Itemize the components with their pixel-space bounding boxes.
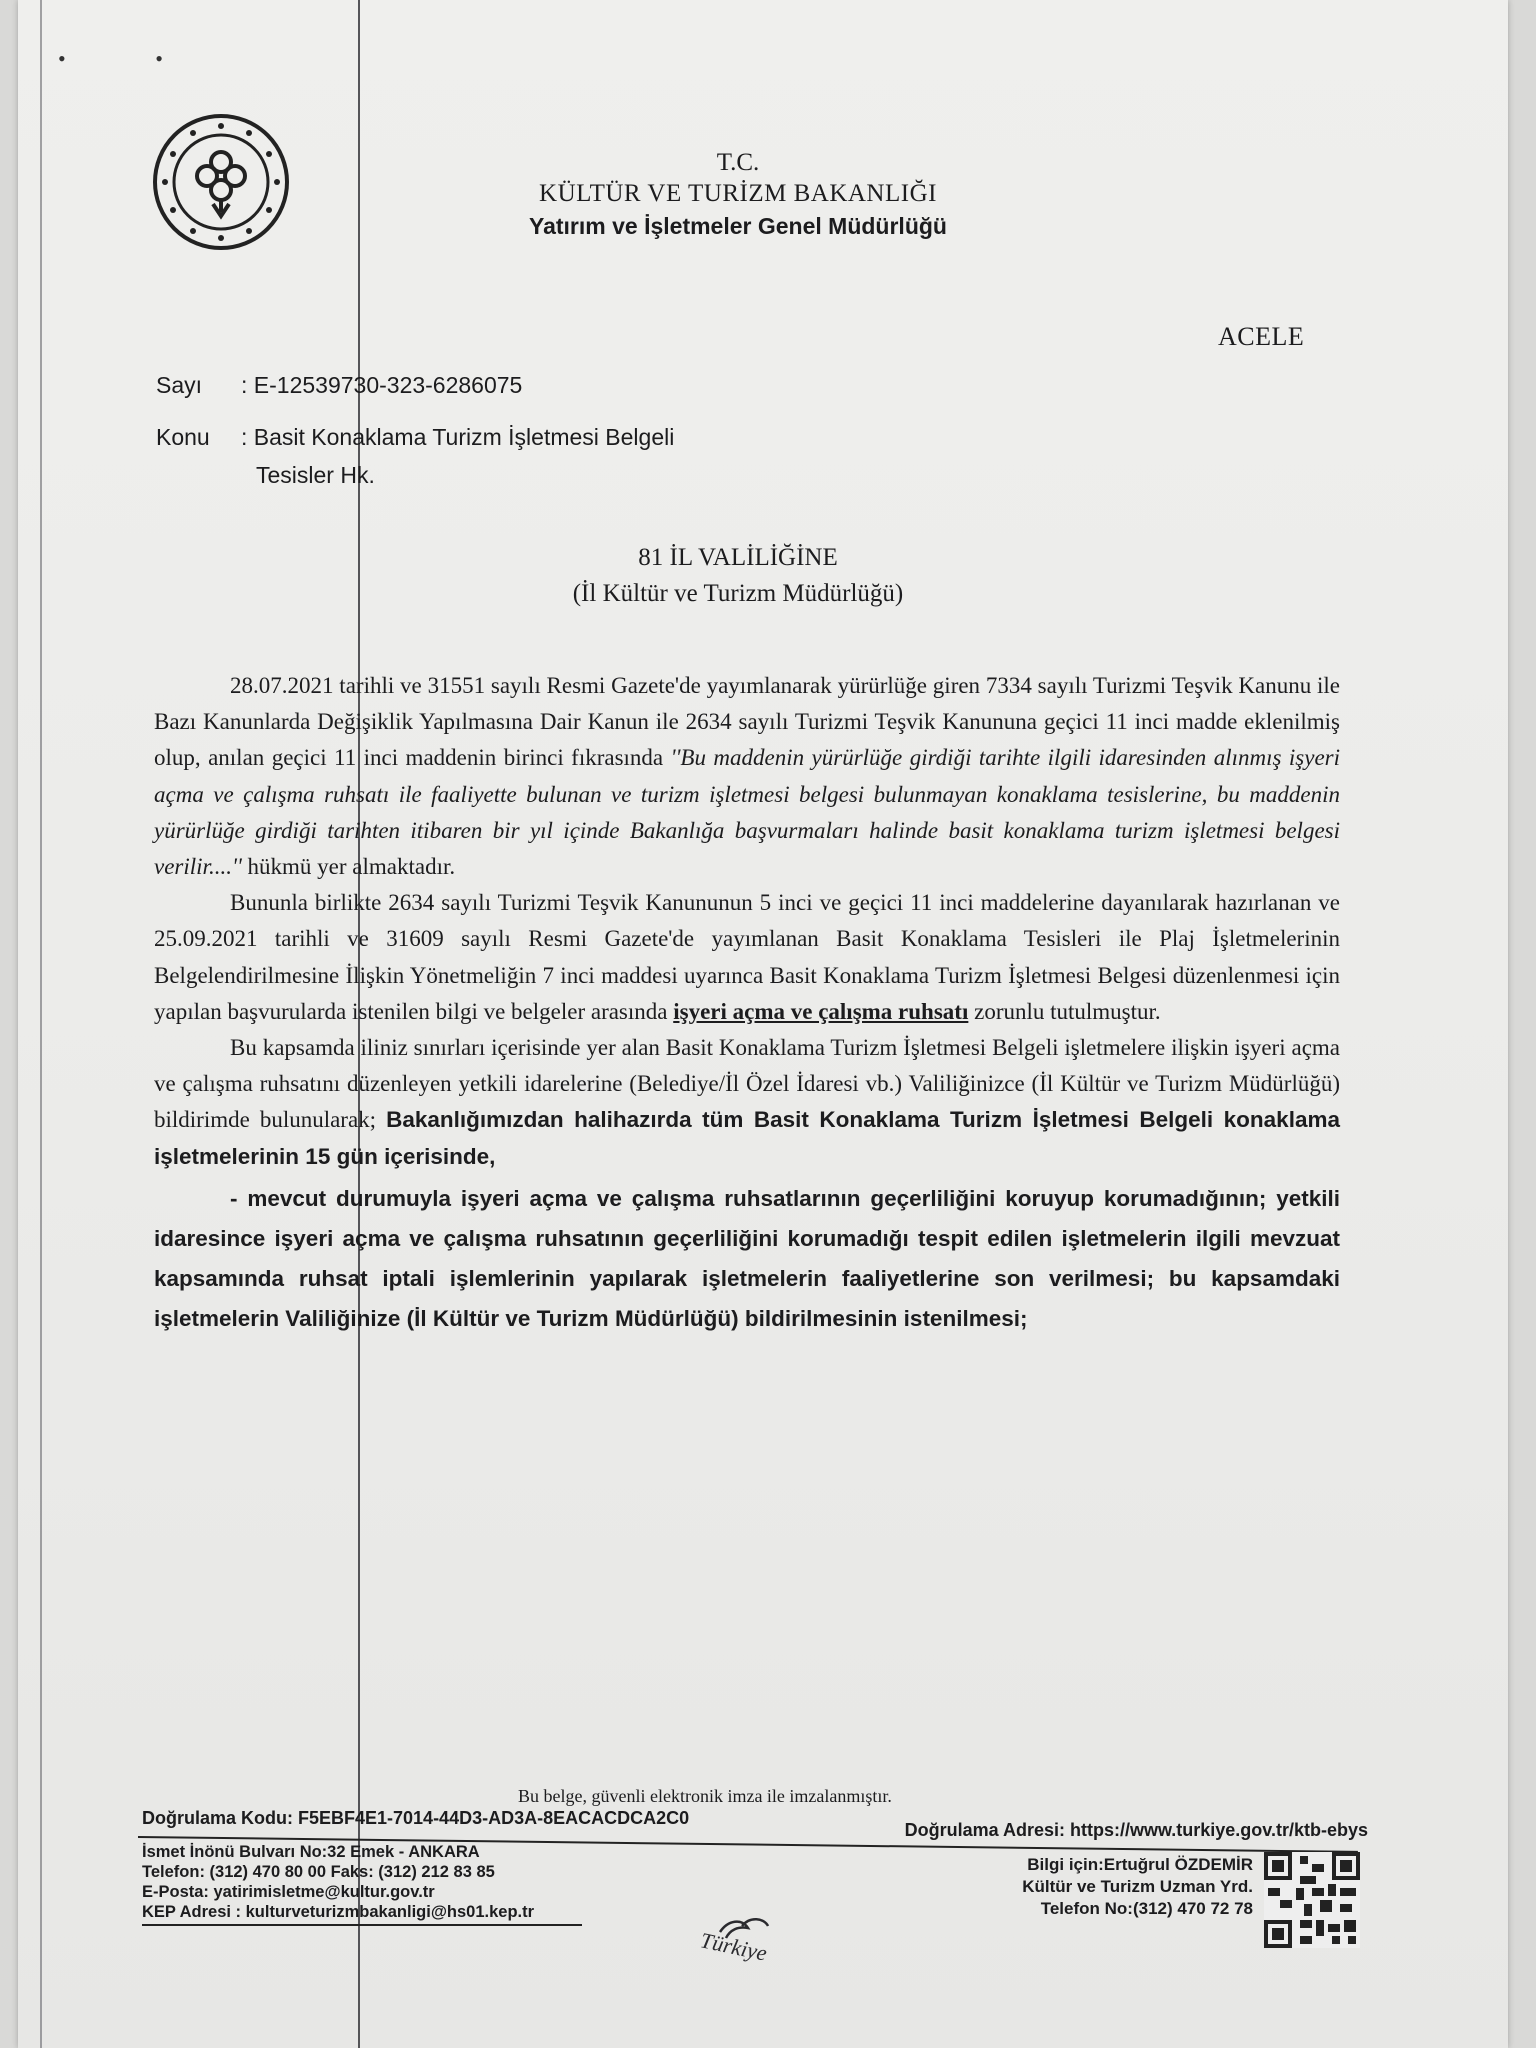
paragraph-1 [154, 668, 1340, 885]
addressee-line2: (İl Kültür ve Turizm Müdürlüğü) [572, 580, 904, 607]
paragraph-2-underlined: işyeri açma ve çalışma ruhsatı [673, 998, 969, 1024]
paper-edge-line [40, 0, 42, 2048]
paragraph-4: - mevcut durumuyla işyeri açma ve çalışma ruhsatlarının geçerliliğini koruyup korumadığının; yetkili idaresince işyeri açma ve çalışma ruhsatının geçerliliğini korumadığı tespit edilen işletmelerin ilgili mevzuat kapsamında ruhsat iptali işlemlerinin yapılarak işletmelerin faaliyetlerine son verilmesi; bu kapsamdaki işletmelerin Valiliğinize (İl Kültür ve Turizm Müdürlüğü) bildirilmesinin istenilmesi; [154, 1185, 1340, 1331]
paragraph-3 [154, 1030, 1340, 1175]
letter-body [154, 668, 1340, 1339]
qr-code-icon [1264, 1852, 1360, 1948]
contact-person-title: Kültür ve Turizm Uzman Yrd. [1022, 1877, 1253, 1896]
letterhead [458, 148, 1018, 242]
punch-marks: • • [58, 46, 205, 71]
subject-label: Konu [156, 424, 210, 450]
turkiye-brand-text: Türkiye [698, 1927, 770, 1966]
reference-label: Sayı [156, 372, 203, 398]
paragraph-1-quote: ''Bu maddenin yürürlüğe girdiği tarihte ilgili idaresinden alınmış işyeri açma ve çalışma ruhsatı ile faaliyette bulunan ve turizm işletmesi belgesi bulunmayan konaklama tesislerine, bu maddenin yürürlüğe girdiği tarihten itibaren bir yıl içinde Bakanlığa başvurmaları halinde basit konaklama turizm işletmesi belgesi verilir....'' [154, 745, 1340, 880]
paragraph-2-text: Bununla birlikte 2634 sayılı Turizmi Teşvik Kanununun 5 inci ve geçici 11 inci maddelerine dayanılarak hazırlanan ve 25.09.2021 tarihli ve 31609 sayılı Resmi Gazete'de yayımlanan Basit Konaklama Tesisleri ile Plaj İşletmelerinin Belgelendirilmesine İlişkin Yönetmeliğin 7 inci maddesi uyarınca Basit Konaklama Turizm İşletmesi Belgesi düzenlenmesi için yapılan başvurularda istenilen bilgi ve belgeler arasında [154, 890, 1340, 1024]
paragraph-1-intro: 28.07.2021 tarihli ve 31551 sayılı Resmi Gazete'de yayımlanarak yürürlüğe giren 7334 sayılı Turizmi Teşvik Kanunu ile Bazı Kanunlarda Değişiklik Yapılmasına Dair Kanun ile 2634 sayılı Turizmi Teşvik Kanununa geçici 11 inci madde eklenilmiş olup, anılan geçici 11 inci maddenin birinci fıkrasında [154, 673, 1340, 771]
phone-fax: Telefon: (312) 470 80 00 Faks: (312) 212 83 85 [142, 1863, 495, 1881]
kep-address: KEP Adresi : kulturveturizmbakanligi@hs01.kep.tr [142, 1903, 535, 1921]
republic-label: T.C. [716, 149, 760, 176]
ministry-seal-icon [151, 112, 291, 252]
contact-person-phone: Telefon No:(312) 470 72 78 [1040, 1899, 1253, 1918]
reference-value: : E-12539730-323-6286075 [241, 372, 523, 398]
addressee [398, 540, 1078, 612]
contact-person-name: Bilgi için:Ertuğrul ÖZDEMİR [1027, 1855, 1253, 1874]
subject-value-line2: Tesisler Hk. [256, 462, 375, 488]
document-page [18, 0, 1508, 2048]
ministry-name: KÜLTÜR VE TURİZM BAKANLIĞI [539, 180, 937, 207]
postal-address: İsmet İnönü Bulvarı No:32 Emek - ANKARA [142, 1843, 480, 1861]
paragraph-1-end: hükmü yer almaktadır. [241, 854, 456, 880]
urgency-label: ACELE [1218, 322, 1305, 351]
subject-row [156, 418, 674, 494]
kep-underline [142, 1924, 582, 1926]
contact-block [142, 1842, 582, 1926]
paragraph-2 [154, 885, 1340, 1030]
addressee-line1: 81 İL VALİLİĞİNE [638, 544, 838, 571]
e-signature-note: Bu belge, güvenli elektronik imza ile imzalanmıştır. [518, 1786, 892, 1806]
directorate-name: Yatırım ve İşletmeler Genel Müdürlüğü [529, 213, 947, 239]
paragraph-3-text: Bu kapsamda iliniz sınırları içerisinde yer alan Basit Konaklama Turizm İşletmesi Belgeli işletmelere ilişkin işyeri açma ve çalışma ruhsatını düzenleyen yetkili idarelerine (Belediye/İl Özel İdaresi vb.) Valiliğinizce (İl Kültür ve Turizm Müdürlüğü) bildirimde bulunularak; [154, 1035, 1340, 1133]
reference-number-row [156, 372, 522, 399]
verification-address: Doğrulama Adresi: https://www.turkiye.gov.tr/ktb-ebys [904, 1820, 1368, 1840]
paragraph-3-bold: Bakanlığımızdan halihazırda tüm Basit Konaklama Turizm İşletmesi Belgeli konaklama işletmelerinin 15 gün içerisinde, [154, 1107, 1340, 1169]
email-address: E-Posta: yatirimisletme@kultur.gov.tr [142, 1883, 435, 1901]
subject-value-line1: : Basit Konaklama Turizm İşletmesi Belgeli [241, 424, 675, 450]
verification-code: Doğrulama Kodu: F5EBF4E1-7014-44D3-AD3A-8EACACDCA2C0 [142, 1808, 690, 1828]
contact-person [983, 1854, 1253, 1920]
paragraph-2-end: zorunlu tutulmuştur. [968, 998, 1161, 1024]
